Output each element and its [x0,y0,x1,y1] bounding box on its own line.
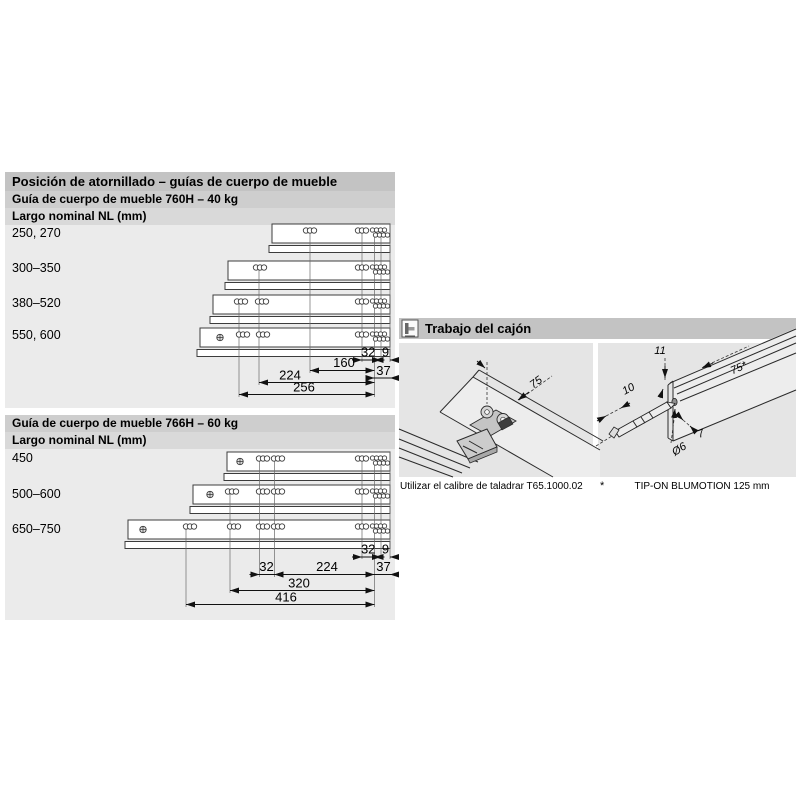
dim-32-right: 32 [360,541,376,557]
row-label-300-350: 300–350 [12,261,61,275]
dim-32: 32 [360,344,376,360]
row-label-450: 450 [12,451,33,465]
row-label-380-520: 380–520 [12,296,61,310]
dim-32-left: 32 [259,559,274,574]
dim-416: 416 [275,589,297,605]
dim-75-tip-on: 75* [728,359,749,378]
dimensions-766H [186,542,398,605]
section1-subtitle: Guía de cuerpo de mueble 760H – 40 kg [5,191,395,208]
section2-column-header: Largo nominal NL (mm) [5,432,395,449]
row-label-250-270: 250, 270 [12,226,61,240]
dim-160: 160 [333,355,355,370]
dim-9: 9 [381,541,390,557]
tip-on-caption: TIP-ON BLUMOTION 125 mm [634,481,770,492]
dim-11: 11 [654,345,666,357]
dim-224: 224 [279,367,301,383]
drill-jig-diagram [399,361,603,477]
drill-jig-caption: Utilizar el calibre de taladrar T65.1000.02 [400,481,583,492]
page-title: Posición de atornillado – guías de cuerpo de mueble [5,172,395,191]
right-panel-header: Trabajo del cajón [399,318,796,339]
section2-subtitle: Guía de cuerpo de mueble 766H – 60 kg [5,415,395,432]
drawer-cross-section-icon [402,320,418,337]
dim-7: 7 [696,427,706,441]
row-label-500-600: 500–600 [12,487,61,501]
dim-320: 320 [288,575,310,591]
dim-9: 9 [381,344,390,360]
dim-10: 10 [620,381,637,398]
dim-37: 37 [376,559,391,574]
row-label-650-750: 650–750 [12,522,61,536]
dim-diameter-6: Ø6 [669,440,689,459]
dim-224: 224 [316,559,338,574]
footnote-marker: * [600,480,605,492]
row-label-550-600: 550, 600 [12,328,61,342]
dim-37: 37 [376,363,391,378]
dim-75-jig: 75 [527,374,545,392]
tip-on-drilling-diagram [596,328,796,459]
rail-diagrams-766H [125,452,390,607]
section1-column-header: Largo nominal NL (mm) [5,208,395,225]
dim-256: 256 [293,379,315,395]
